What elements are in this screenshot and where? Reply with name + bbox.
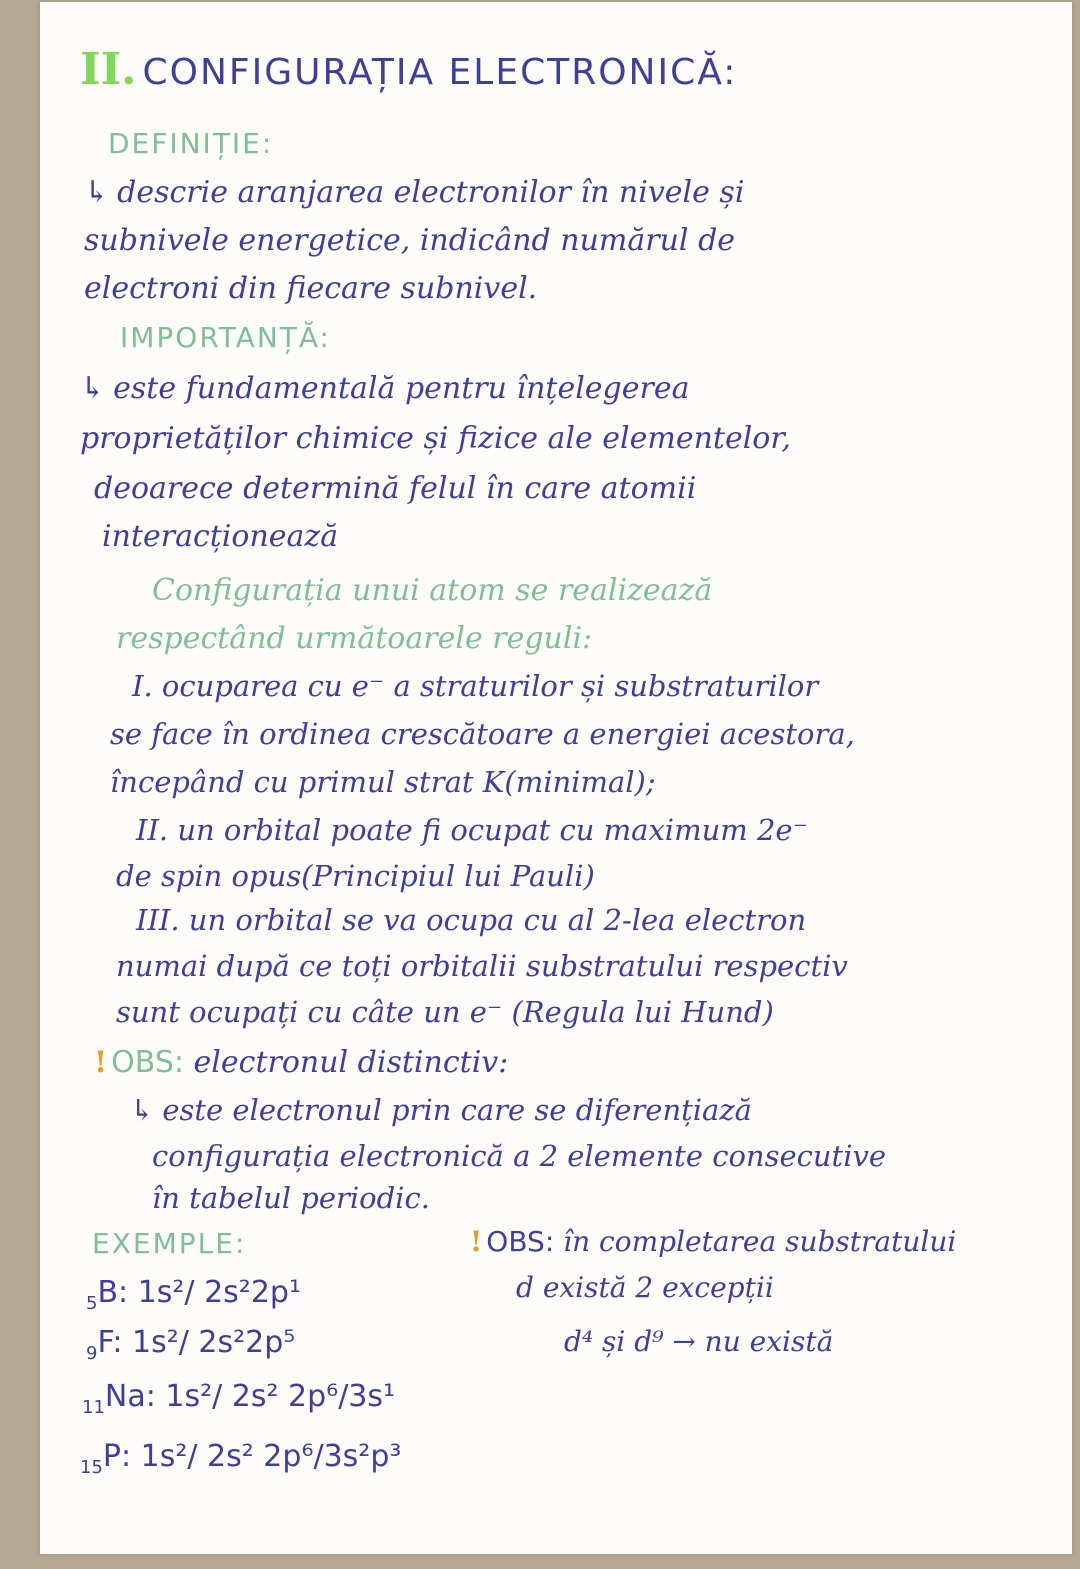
importance-text-1: este fundamentală pentru înțelegerea: [113, 371, 690, 406]
importance-arrow-icon: ↳: [80, 371, 106, 406]
definition-line-1: [84, 175, 745, 210]
example-phosphorus-z: 15: [80, 1457, 103, 1478]
obs2-line-2: d există 2 excepții: [516, 1271, 774, 1304]
definition-label: DEFINIȚIE:: [108, 127, 274, 160]
rules-intro-line-1: Configurația unui atom se realizează: [152, 573, 713, 608]
importance-line-1: [80, 371, 690, 406]
obs1-line-3: în tabelul periodic.: [152, 1181, 430, 1215]
importance-line-4: interacționează: [102, 519, 339, 554]
obs1-arrow-icon: ↳: [130, 1093, 155, 1127]
example-fluorine-z: 9: [86, 1343, 98, 1364]
rule-1-line-3: începând cu primul strat K(minimal);: [110, 765, 656, 799]
heading-roman-numeral: II.: [80, 44, 137, 95]
rule-3-line-1: III. un orbital se va ocupa cu al 2-lea electron: [136, 903, 807, 937]
example-sodium: [82, 1379, 396, 1418]
importance-label: IMPORTANȚĂ:: [120, 321, 331, 354]
example-phosphorus: [80, 1439, 402, 1478]
definition-line-3: electroni din fiecare subnivel.: [84, 271, 538, 306]
obs-label: OBS:: [111, 1045, 184, 1080]
obs1-line-2: configurația electronică a 2 elemente consecutive: [152, 1139, 887, 1173]
page-heading: [80, 44, 738, 95]
example-phosphorus-symbol: P: [102, 1439, 121, 1474]
obs2-warning-mark-icon: !: [470, 1225, 483, 1258]
example-sodium-z: 11: [82, 1397, 105, 1418]
definition-text-1: descrie aranjarea electronilor în nivele și: [117, 175, 745, 210]
example-sodium-symbol: Na: [104, 1379, 146, 1414]
obs-title: electronul distinctiv:: [193, 1045, 509, 1080]
obs1-text-1: este electronul prin care se diferențiază: [162, 1093, 752, 1127]
definition-arrow-icon: ↳: [84, 175, 110, 210]
example-boron-z: 5: [86, 1293, 98, 1314]
rule-2-line-1: II. un orbital poate fi ocupat cu maximum 2e⁻: [136, 813, 808, 847]
obs1-line-1: [130, 1093, 752, 1127]
example-phosphorus-config: : 1s²/ 2s² 2p⁶/3s²p³: [121, 1439, 402, 1474]
importance-line-2: proprietăților chimice și fizice ale elementelor,: [80, 421, 791, 456]
obs-distinctive-electron: [94, 1045, 509, 1080]
rule-3-line-3: sunt ocupați cu câte un e⁻ (Regula lui Hund): [116, 995, 774, 1029]
obs2-line-1: [470, 1225, 957, 1258]
obs2-label: OBS:: [486, 1225, 555, 1258]
obs2-line-3: d⁴ și d⁹ → nu există: [564, 1325, 834, 1358]
example-boron-config: : 1s²/ 2s²2p¹: [118, 1275, 301, 1310]
example-boron: [86, 1275, 301, 1314]
notebook-page: [40, 2, 1072, 1554]
definition-line-2: subnivele energetice, indicând numărul de: [84, 223, 736, 258]
rule-1-line-2: se face în ordinea crescătoare a energiei acestora,: [110, 717, 855, 751]
example-boron-symbol: B: [97, 1275, 119, 1310]
obs2-text-1: în completarea substratului: [563, 1225, 957, 1258]
example-fluorine-symbol: F: [97, 1325, 113, 1360]
example-fluorine: [86, 1325, 296, 1364]
example-sodium-config: : 1s²/ 2s² 2p⁶/3s¹: [145, 1379, 396, 1414]
rules-intro-line-2: respectând următoarele reguli:: [116, 621, 593, 656]
rule-1-line-1: I. ocuparea cu e⁻ a straturilor și substraturilor: [132, 669, 819, 703]
examples-label: EXEMPLE:: [92, 1227, 247, 1260]
importance-line-3: deoarece determină felul în care atomii: [94, 471, 697, 506]
rule-3-line-2: numai după ce toți orbitalii substratului respectiv: [116, 949, 848, 983]
heading-title: CONFIGURAȚIA ELECTRONICĂ:: [142, 52, 738, 93]
example-fluorine-config: : 1s²/ 2s²2p⁵: [112, 1325, 296, 1360]
warning-mark-icon: !: [94, 1045, 108, 1080]
rule-2-line-2: de spin opus(Principiul lui Pauli): [116, 859, 595, 893]
